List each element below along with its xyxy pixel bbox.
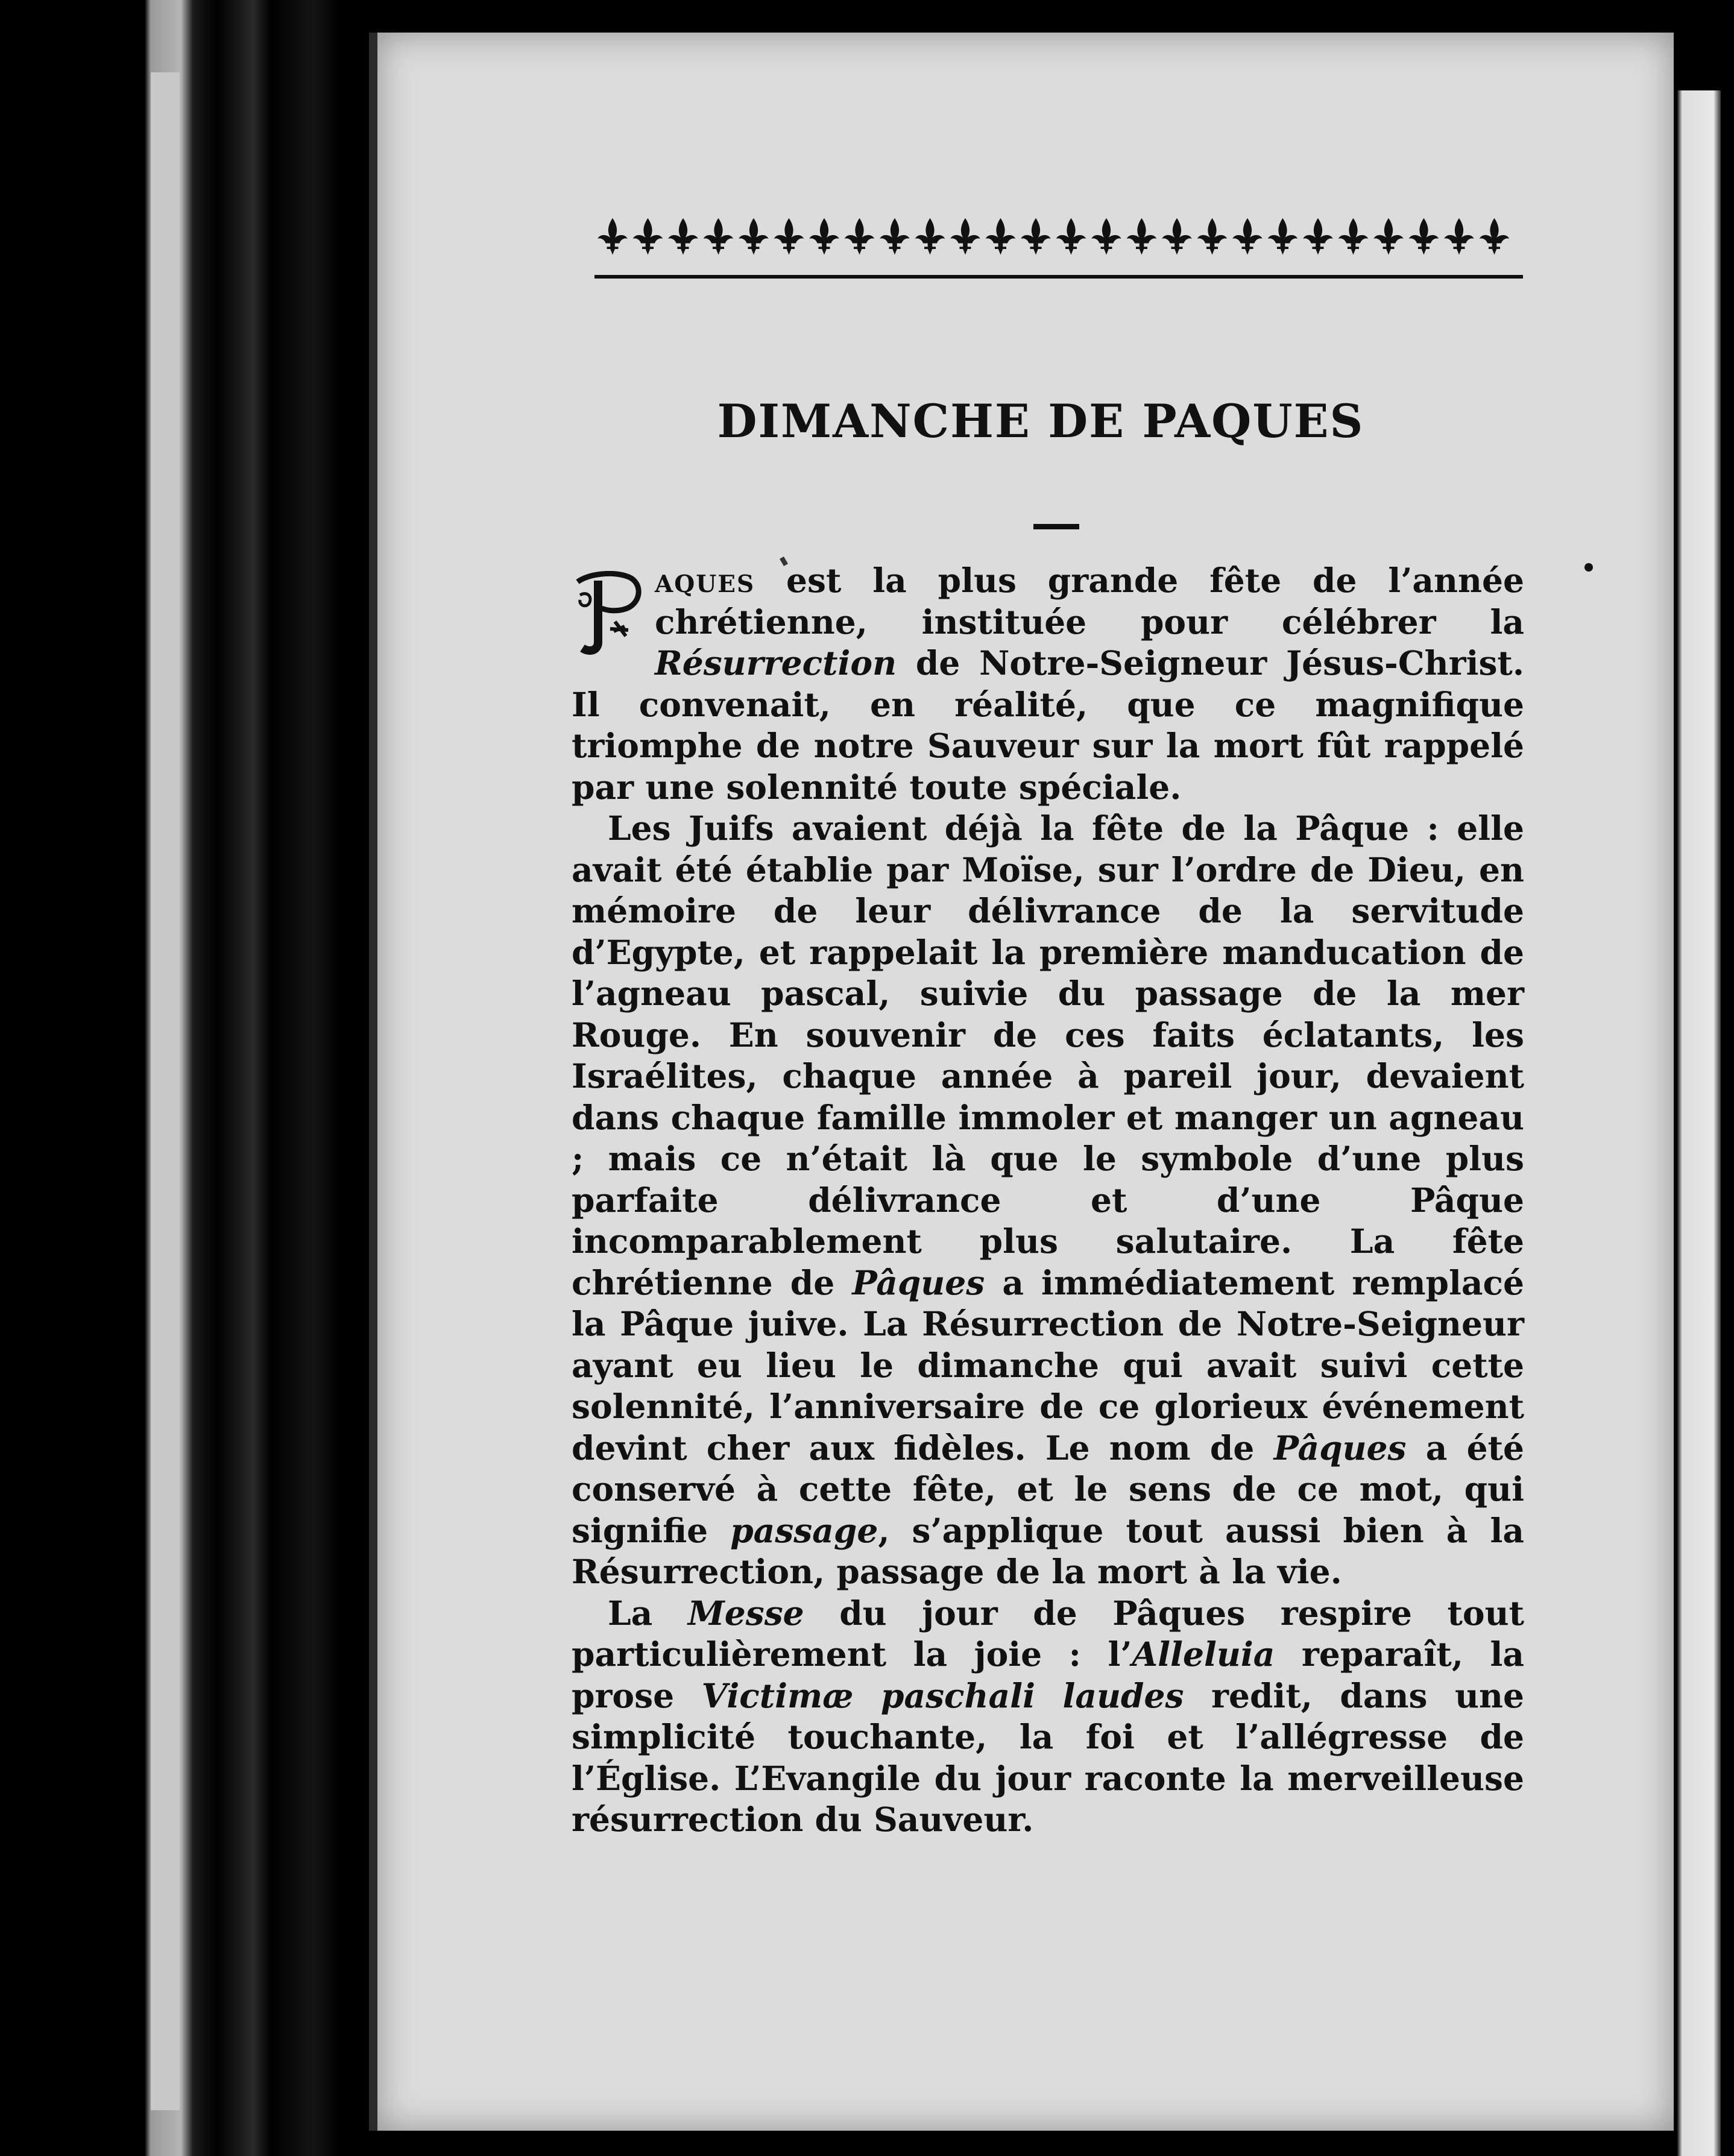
fleur-de-lis-icon [880, 218, 909, 255]
ink-speck [1584, 563, 1593, 572]
fleur-de-lis-icon [739, 218, 768, 255]
text-run: Les Juifs avaient déjà la fête de la Pâque : elle avait été établie par Moïse, sur l’ordre de Dieu, en mémoire de leur délivrance de la servitude d’Egypte, et rappelait la première manducation de l’agneau pascal, suivie du passage de la mer Rouge. En souvenir de ces faits éclatants, les Israélites, chaque année à pareil jour, devaient dans chaque famille immoler et manger un agneau ; mais ce n’était là que le symbole d’une plus parfaite délivrance et d’une Pâque incomparablement plus salutaire. La fête chrétienne de [572, 808, 1524, 1302]
text-run: reparaît, la prose [572, 1634, 1524, 1715]
paragraph-2 [572, 808, 1524, 1593]
fleur-de-lis-icon [1268, 218, 1297, 255]
paragraph-1 [572, 560, 1524, 808]
book-right-edge [1664, 0, 1734, 2156]
italic-text: Résurrection [655, 643, 897, 682]
fleur-de-lis-icon-row [594, 183, 1523, 304]
text-run: a immédiatement remplacé la Pâque juive. La Résurrection de Notre-Seigneur ayant eu lieu le dimanche qui avait suivi cette solennité, l’anniversaire de ce glorieux événement devint cher aux fidèles. Le nom de [572, 1262, 1525, 1467]
fleur-de-lis-icon [1480, 218, 1509, 255]
fleur-de-lis-icon [950, 218, 980, 255]
ornate-drop-cap [572, 571, 649, 655]
fleur-de-lis-icon [1303, 218, 1332, 255]
fleur-de-lis-icon [1056, 218, 1086, 255]
fleur-de-lis-icon [845, 218, 874, 255]
body-text [572, 560, 1524, 1841]
fleur-de-lis-icon [704, 218, 733, 255]
italic-text: Messe [687, 1593, 804, 1633]
fleur-de-lis-icon [809, 218, 839, 255]
title-dash-divider [1033, 524, 1079, 529]
text-run: , s’applique tout aussi bien à la Résurrection, passage de la mort à la vie. [572, 1510, 1525, 1591]
fleur-de-lis-icon [986, 218, 1015, 255]
text-run: redit, dans une simplicité touchante, la foi et l’allégresse de l’Église. L’Evangile du jour raconte la merveilleuse résurrection du Sauveur. [572, 1675, 1524, 1839]
fleur-de-lis-icon [1232, 218, 1262, 255]
italic-text: Pâques [1273, 1428, 1407, 1467]
paragraph-3 [572, 1593, 1524, 1841]
text-run: est la plus grande fête de l’année chrétienne, instituée pour célébrer la [655, 561, 1524, 641]
fleur-de-lis-icon [1127, 218, 1156, 255]
book-page [369, 33, 1674, 2131]
text-run: La [608, 1593, 688, 1633]
fleur-de-lis-icon [668, 218, 698, 255]
fleur-de-lis-icon [1373, 218, 1403, 255]
fleur-de-lis-icon [1444, 218, 1474, 255]
fleur-de-lis-icon [1162, 218, 1191, 255]
page-title: DIMANCHE DE PAQUES [717, 394, 1364, 448]
italic-text: Alleluia [1132, 1634, 1275, 1674]
fleur-de-lis-icon [1409, 218, 1439, 255]
italic-text: Victimæ paschali laudes [701, 1675, 1184, 1715]
ornate-drop-cap-icon [572, 571, 649, 655]
fleur-de-lis-icon [1091, 218, 1121, 255]
fleur-de-lis-icon [597, 218, 627, 255]
page-edge-strip [151, 72, 180, 2110]
text-run: de Notre-Seigneur Jésus-Christ. Il convenait, en réalité, que ce magnifique triomphe de notre Sauveur sur la mort fût rappelé par une solennité toute spéciale. [572, 643, 1524, 807]
italic-text: passage [730, 1510, 878, 1550]
fleur-de-lis-icon [774, 218, 804, 255]
fleur-de-lis-icon [633, 218, 663, 255]
italic-text: Pâques [852, 1262, 985, 1302]
fleur-de-lis-icon [1338, 218, 1368, 255]
fleur-de-lis-icon [1197, 218, 1227, 255]
fleur-de-lis-icon [1021, 218, 1050, 255]
fleur-de-lis-icon [915, 218, 945, 255]
book-left-edge [0, 0, 386, 2156]
text-run: du jour de Pâques respire tout particulièrement la joie : l’ [572, 1593, 1524, 1674]
smallcaps-word: aques [655, 561, 755, 600]
fleur-de-lis-ornament-band [594, 183, 1523, 304]
text-run: a été conservé à cette fête, et le sens de ce mot, qui signifie [572, 1428, 1525, 1550]
